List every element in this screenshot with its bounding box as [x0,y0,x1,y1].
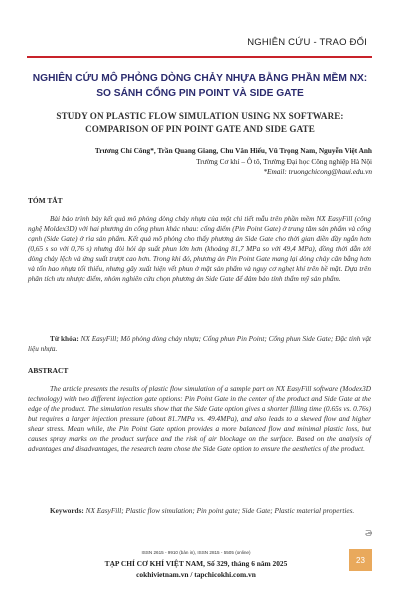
section-label: NGHIÊN CỨU - TRAO ĐỔI [247,37,367,48]
abstract-en-heading: ABSTRACT [28,366,69,375]
abstract-vn-text: Bài báo trình bày kết quả mô phỏng dòng chảy nhựa của một chi tiết mẫu trên phần mềm NX EasyFill (công nghệ Moldex3D) với hai phương án cổng phun khác nhau: cổng điểm (Pin Point Gate) ở trung tâm sản phẩm và cổng cạnh (Side Gate) ở rìa sản phẩm. Kết quả mô phỏng cho thấy phương án Side Gate cho thời gian điền đầy ngắn hơn (0,65 s so với 0,76 s) nhưng đòi hỏi áp suất phun lớn hơn (khoảng 81,7 MPa so với 49,4 MPa), đồng thời dẫn tới dòng chảy lệch và ứng suất trượt cao hơn. Trong khi đó, phương án Pin Point Gate mang lại dòng chảy cân bằng hơn và tổn hao nhựa tối thiểu, nhưng gây xuất hiện vết phun ở mặt sản phẩm và nguy cơ nghẹt khí trên bề mặt. Dựa trên phân tích ưu nhược điểm, nhóm nghiên cứu chọn phương án Side Gate để đảm bảo tính thẩm mỹ sản phẩm. [28,215,371,284]
pointing-hand-icon [365,527,374,536]
keywords-vn [28,334,371,354]
footer-journal-name: TẠP CHÍ CƠ KHÍ VIỆT NAM, Số 329, tháng 6 năm 2025 [104,559,288,568]
title-english: STUDY ON PLASTIC FLOW SIMULATION USING NX SOFTWARE: COMPARISON OF PIN POINT GATE AND SIDE GATE [56,111,344,134]
page-number: 23 [349,549,372,571]
keywords-en-text: NX EasyFill; Plastic flow simulation; Pin point gate; Side Gate; Plastic material properties. [85,507,355,515]
title-vietnamese: NGHIÊN CỨU MÔ PHỎNG DÒNG CHẢY NHỰA BẰNG PHẦN MỀM NX: SO SÁNH CỔNG PIN POINT VÀ SIDE GATE [32,73,368,99]
author-email: *Email: truongchicong@haui.edu.vn [263,167,372,176]
keywords-en [28,506,371,516]
header-divider [27,56,372,58]
author-names: Trương Chí Công*, Trần Quang Giang, Chu Văn Hiếu, Vũ Trọng Nam, Nguyễn Việt Anh [94,146,372,155]
author-affiliation: Trường Cơ khí – Ô tô, Trường Đại học Công nghiệp Hà Nội [196,156,372,166]
keywords-vn-label: Từ khóa: [50,335,79,343]
keywords-en-label: Keywords: [50,507,84,515]
abstract-vn-heading: TÓM TẮT [28,196,63,205]
abstract-en-text: The article presents the results of plastic flow simulation of a sample part on NX EasyFill software (Modex3D technology) with two different injection gate options: Pin Point Gate in the center of the product and Side Gate at the edge of the product. The simulation results show that the Side Gate option gives a shorter filling time (0.65s vs. 0.76s) but requires a larger injection pressure (about 81.7MPa vs. 49.4MPa), and also leads to a skewed flow and higher shear stress. Mean while, the Pin Point Gate option provides a more balanced flow and minimal plastic loss, but causes spray marks on the product surface and the risk of air blockage on the surface. Based on the analysis of advantages and disadvantages, the research team chose the Side Gate option to ensure the aesthetics of the product. [28,385,371,454]
footer-website: cokhivietnam.vn / tapchicokhi.com.vn [136,570,256,579]
author-block [28,146,372,178]
keywords-vn-text: NX EasyFill; Mô phỏng dòng chảy nhựa; Cổng phun Pin Point; Cổng phun Side Gate; Đặc tính vật liệu nhựa. [28,335,372,354]
footer-issn: ISSN 2615 - 9910 (bản in), ISSN 2815 - 5505 (online) [141,550,251,555]
